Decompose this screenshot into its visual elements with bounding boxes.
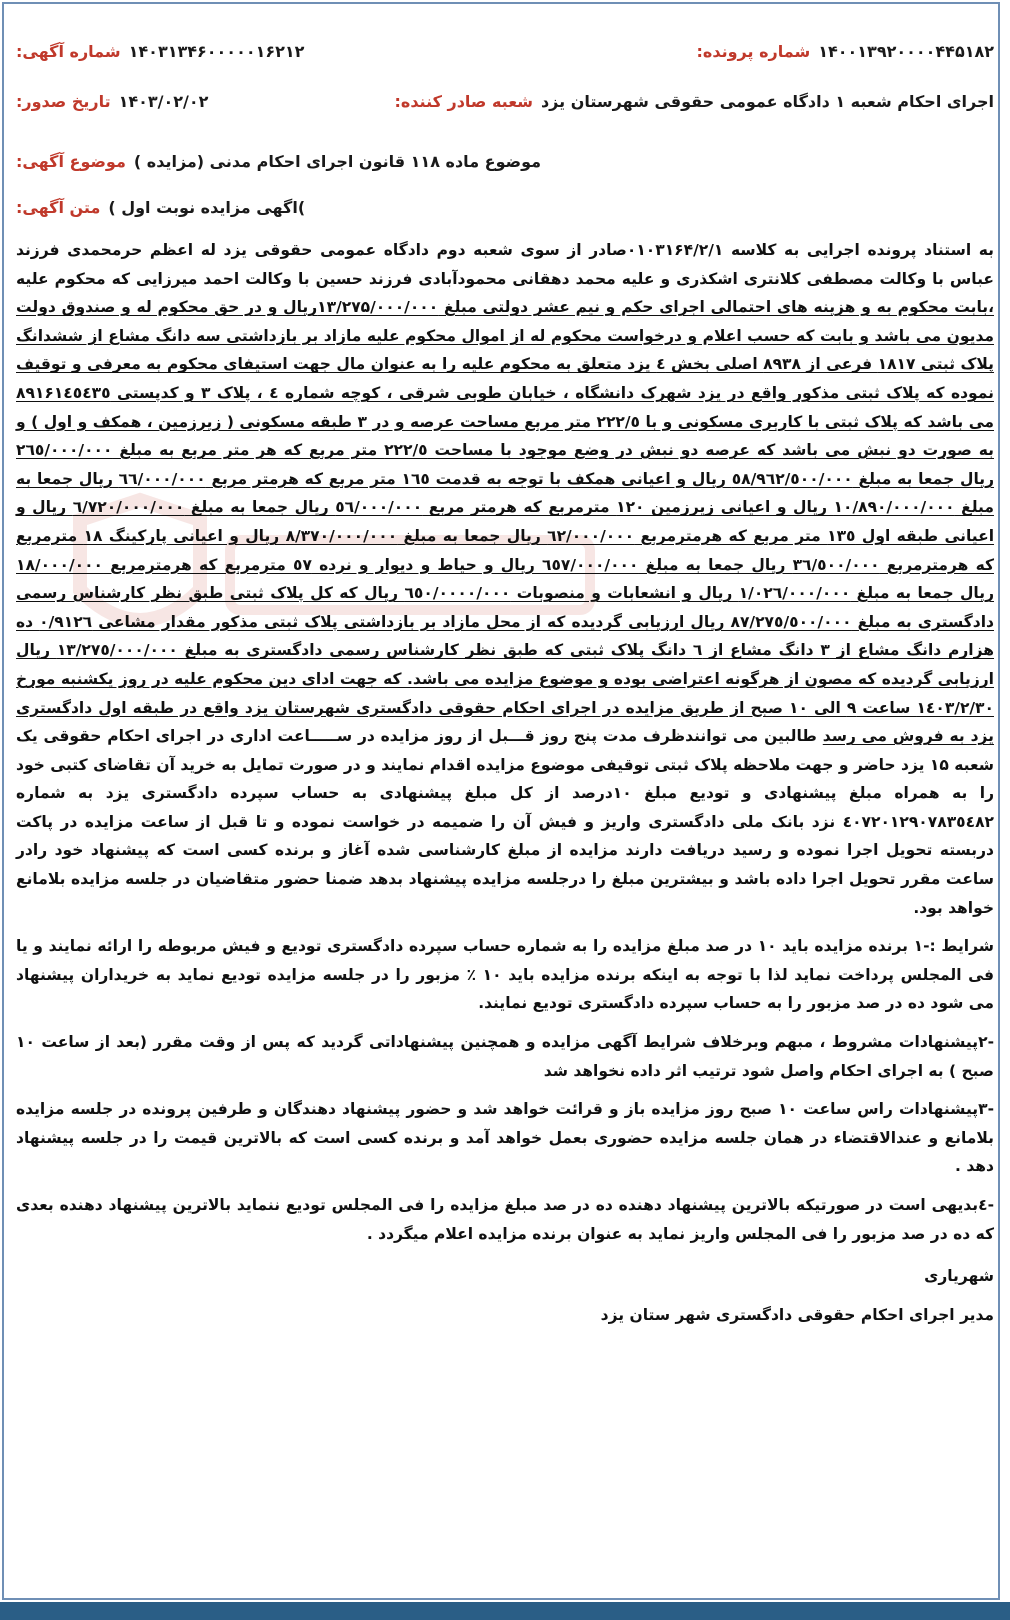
notice-text-label: متن آگهی: (16, 198, 101, 217)
header-row-1 (16, 42, 994, 61)
issuing-branch-value: اجرای احکام شعبه ۱ دادگاه عمومی حقوقی شهرستان یزد (540, 92, 994, 111)
issuing-branch-label: شعبه صادر کننده: (394, 92, 533, 111)
subject-row (16, 152, 994, 171)
notice-body (16, 236, 994, 1339)
case-number-label: شماره پرونده: (696, 42, 811, 61)
bottom-bar (0, 1602, 1010, 1620)
notice-number-label: شماره آگهی: (16, 42, 121, 61)
body-p1-underlined: ،بابت محکوم به و هزینه های احتمالی اجرای حکم و نیم عشر دولتی مبلغ ۱۳/۲۷۵/۰۰۰/۰۰۰ریال و در حق محکوم له و صندوق دولت مدیون می باشد و بابت که حسب اعلام و درخواست محکوم له از اموال محکوم علیه مازاد بر بازداشتی سه دانگ مشاع از ششدانگ پلاک ثبتی ۱۸۱۷ فرعی از ۸۹۳۸ اصلی بخش ٤ یزد متعلق به محکوم علیه را به عنوان مال جهت استیفای محکوم به معرفی و توقیف نموده که پلاک ثبتی مذکور واقع در یزد شهرک دانشگاه ، خیابان طوبی شرقی ، کوچه شماره ٤ ، پلاک ۳ و کدپستی ۸۹۱۶۱٤٥٤۳٥ می باشد که پلاک ثبتی با کاربری مسکونی و با ۲۲۲/٥ متر مربع مساحت عرصه و در ۳ طبقه مسکونی ( زیرزمین ، همکف و اول ) و به صورت دو نبش می باشد که عرصه دو نبش در وضع موجود با مساحت ۲۲۲/٥ متر مربع که هر متر مربع به مبلغ ۲٦٥/۰۰۰/۰۰۰ ریال جمعا به مبلغ ٥۸/۹٦۲/٥۰۰/۰۰۰ ریال و اعیانی همکف با توجه به قدمت ۱٦٥ متر مربع که هرمتر مربع ٦٦/۰۰۰/۰۰۰ ریال جمعا به مبلغ ۱۰/۸۹۰/۰۰۰/۰۰۰ ریال و اعیانی زیرزمین ۱۲۰ مترمربع که هرمتر مربع ٥٦/۰۰۰/۰۰۰ ریال جمعا به مبلغ ٦/۷۲۰/۰۰۰/۰۰۰ ریال و اعیانی طبقه اول ۱۳٥ متر مربع که هرمترمربع ٦۲/۰۰۰/۰۰۰ ریال جمعا به مبلغ ۸/۳۷۰/۰۰۰/۰۰۰ ریال و اعیانی پارکینگ ۱۸ مترمربع که هرمترمربع ۳٦/٥۰۰/۰۰۰ ریال جمعا به مبلغ ٦٥۷/۰۰۰/۰۰۰ ریال و حیاط و دیوار و نرده ٥۷ مترمربع که هرمترمربع ۱۸/۰۰۰/۰۰۰ ریال جمعا به مبلغ ۱/۰۲٦/۰۰۰/۰۰۰ ریال و انشعابات و منصوبات ٦٥۰/۰۰۰۰/۰۰۰ ریال که کل پلاک ثبتی طبق نظر کارشناس رسمی دادگستری به مبلغ ۸۷/۲۷٥/٥۰۰/۰۰۰ ریال ارزیابی گردیده که از محل مازاد بر بازداشتی پلاک ثبتی مذکور مقدار مشاعی ۰/۹۱۲٦ ده هزارم دانگ مشاع از ۳ دانگ مشاع از ٦ دانگ پلاک ثبتی که طبق نظر کارشناس رسمی دادگستری به مبلغ ۱۳/۲۷٥/۰۰۰/۰۰۰ ریال ارزیابی گردیده که مصون از هرگونه اعتراضی بوده و موضوع مزایده می باشد. که جهت ادای دین محکوم علیه در روز یکشنبه مورخ ۱٤۰۳/۲/۳۰ ساعت ۹ الی ۱۰ صبح از طریق مزایده در اجرای احکام حقوقی دادگستری شهرستان یزد واقع در طبقه اول دادگستری یزد به فروش می رسد (16, 298, 995, 746)
body-paragraph-conditions-1: شرایط :-۱ برنده مزایده باید ۱۰ در صد مبلغ مزایده را به شماره حساب سپرده دادگستری تودیع و فیش مربوطه را ارائه نمایند و یا فی المجلس پرداخت نماید لذا با توجه به اینکه برنده مزایده باید ۱۰ ٪ مزبور را در جلسه مزایده تودیع نماید به خریداران پیشنهاد می شود ده در صد مزبور را به حساب سپرده دادگستری تودیع نمایند. (16, 937, 994, 1013)
body-paragraph-conditions-4: -٤بدیهی است در صورتیکه بالاترین پیشنهاد دهنده ده در صد مبلغ مزایده را فی المجلس تودیع ننماید بالاترین پیشنهاد دهنده بعدی که ده در صد مزبور را فی المجلس واریز نماید به عنوان برنده مزایده اعلام میگردد . (16, 1196, 994, 1243)
body-paragraph-conditions-3: -۳پیشنهادات راس ساعت ۱۰ صبح روز مزایده باز و قرائت خواهد شد و حضور پیشنهاد دهندگان و طرفین پرونده در جلسه مزایده بلامانع و عندالاقتضاء در همان جلسه مزایده حضوری بعمل خواهد آمد و برنده کسی است که بالاترین قیمت را در جلسه پیشنهاد دهد . (16, 1100, 995, 1176)
case-number (697, 42, 994, 61)
notice-number (16, 42, 304, 61)
issue-date-label: تاریخ صدور: (16, 92, 111, 111)
body-p1-outro: طالبین می توانندظرف مدت پنج روز قـــبل از روز مزایده در ســـــاعت اداری در اجرای احکام حقوقی یک شعبه ۱۵ یزد حاضر و جهت ملاحظه پلاک ثبتی توقیفی موضوع مزایده اقدام نمایند و در صورت تمایل به خرید آن تقاضای کتبی خود را به همراه مبلغ پیشنهادی و تودیع مبلغ ۱۰درصد از کل مبلغ پیشنهادی به حساب سپرده دادگستری یزد به شماره ٤۰۷۲۰۱۲۹۰۷۸۳٥٤۸۲ نزد بانک ملی دادگستری واریز و فیش آن را ضمیمه در خواست نموده و تا قبل از ساعت مزایده در پاکت دربسته تحویل اجرا نموده و رسید دریافت دارند مزایده از مبلغ کارشناسی شده آغاز و برنده کسی است که پیشنهاد خود رادر ساعت مقرر تحویل اجرا داده باشد و بیشترین مبلغ را درجلسه مزایده پیشنهاد بدهد ضمنا حضور متقاضیان در جلسه مزایده بلامانع خواهد بود. (16, 727, 994, 917)
issue-date (16, 92, 208, 111)
notice-text-row (16, 198, 994, 217)
subject-label: موضوع آگهی: (16, 152, 126, 171)
header-row-2 (16, 92, 994, 111)
body-paragraph-conditions-2: -۲پیشنهادات مشروط ، مبهم وبرخلاف شرایط آگهی مزایده و همچنین پیشنهاداتی گردید که پس از وقت مقرر (بعد از ساعت ۱۰ صبح ) به اجرای احکام واصل شود ترتیب اثر داده نخواهد شد (16, 1033, 994, 1080)
notice-text-title: )اگهی مزایده نوبت اول ) (108, 198, 306, 217)
body-paragraph-1 (16, 236, 994, 922)
notice-number-value: ۱۴۰۳۱۳۴۶۰۰۰۰۰۱۶۲۱۲ (128, 42, 305, 61)
issuing-branch (394, 92, 994, 111)
signature-title: مدیر اجرای احکام حقوقی دادگستری شهر ستان یزد (600, 1305, 994, 1324)
subject-value: موضوع ماده ۱۱۸ قانون اجرای احکام مدنی (مزایده ) (133, 152, 542, 171)
case-number-value: ۱۴۰۰۱۳۹۲۰۰۰۰۴۴۵۱۸۲ (818, 42, 994, 61)
signature-name: شهریاری (924, 1267, 994, 1286)
body-p1-intro: به استناد پرونده اجرایی به کلاسه ۰۱۰۳۱۶۴/۲/۱صادر از سوی شعبه دوم دادگاه عمومی حقوقی یزد له اعظم حرمحمدی فرزند عباس با وکالت مصطفی کلانتری اشکذری و علیه محمد دهقانی محمودآبادی فرزند حسین با وکالت احمد میرزایی که محکوم علیه (16, 241, 994, 288)
issue-date-value: ۱۴۰۳/۰۲/۰۲ (118, 92, 209, 111)
